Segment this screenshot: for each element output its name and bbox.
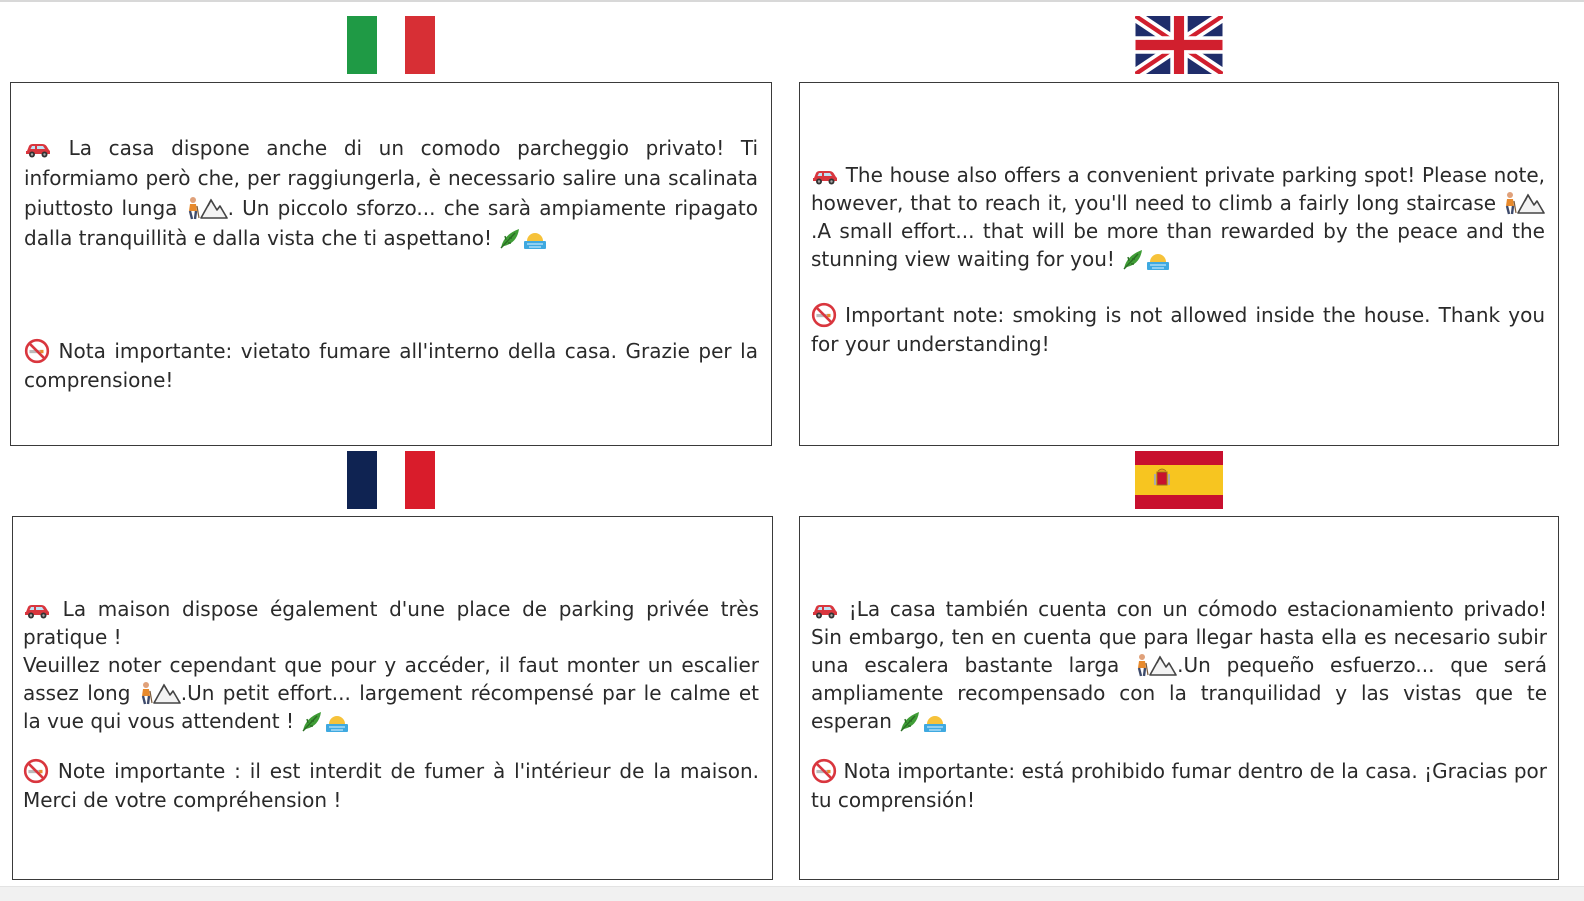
italian-smoking-paragraph (24, 337, 758, 394)
sunset-icon (1145, 247, 1171, 271)
french-effort-text: .Un petit effort... largement récompensé par le calme et la vue qui vous attendent ! (23, 681, 759, 733)
mountain-icon (1517, 192, 1545, 214)
french-parking-text: La maison dispose également d'une place de parking privée très pratique ! (23, 597, 760, 649)
spanish-effort-text: .Un pequeño esfuerzo... que será ampliamente recompensado con la tranquilidad y las vistas que te esperan (811, 653, 1548, 733)
english-text-box (799, 82, 1559, 446)
spanish-text-box (799, 516, 1559, 880)
top-divider (0, 0, 1584, 2)
spanish-parking-paragraph (811, 595, 1547, 735)
mountain-icon (1149, 654, 1177, 676)
italian-parking-paragraph (24, 133, 758, 253)
hiker-icon (1135, 653, 1149, 677)
english-parking-text: The house also offers a convenient private parking spot! Please note, however, that to reach it, you'll need to climb a fairly long staircase (811, 163, 1545, 215)
spanish-parking-text: ¡La casa también cuenta con un cómodo estacionamiento privado! Sin embargo, ten en cuenta que para llegar hasta ella es necesario subir una escalera bastante larga (811, 597, 1547, 677)
car-icon (811, 165, 839, 185)
spanish-flag-icon (1135, 451, 1223, 509)
english-parking-paragraph (811, 161, 1545, 273)
no-smoking-icon (811, 302, 837, 328)
leaf-icon (498, 226, 522, 250)
sunset-icon (522, 226, 548, 250)
no-smoking-icon (23, 758, 49, 784)
french-text-box (12, 516, 773, 880)
car-icon (23, 599, 51, 619)
italian-smoking-text: Nota importante: vietato fumare all'interno della casa. Grazie per la comprensione! (24, 339, 758, 392)
french-staircase-text: Veuillez noter cependant que pour y accéder, il faut monter un escalier assez long (23, 653, 759, 705)
hiker-icon (139, 681, 153, 705)
french-flag-icon (347, 451, 435, 509)
sunset-icon (922, 709, 948, 733)
bottom-divider (0, 886, 1584, 901)
hiker-icon (186, 196, 200, 220)
italian-flag-icon (347, 16, 435, 74)
english-effort-text: .A small effort... that will be more than rewarded by the peace and the stunning view waiting for you! (811, 219, 1545, 271)
english-smoking-text: Important note: smoking is not allowed inside the house. Thank you for your understanding! (811, 303, 1546, 356)
french-smoking-paragraph (23, 757, 759, 814)
uk-flag-icon (1135, 16, 1223, 74)
hiker-icon (1503, 191, 1517, 215)
no-smoking-icon (811, 758, 837, 784)
car-icon (24, 138, 52, 158)
leaf-icon (898, 709, 922, 733)
italian-effort-text: . Un piccolo sforzo... che sarà ampiamente ripagato dalla tranquillità e dalla vista che ti aspettano! (24, 196, 759, 250)
leaf-icon (300, 709, 324, 733)
spanish-smoking-paragraph (811, 757, 1547, 814)
italian-parking-text: La casa dispone anche di un comodo parcheggio privato! Ti informiamo però che, per raggiungerla, è necessario salire una scalinata piuttosto lunga (24, 136, 758, 220)
french-smoking-text: Note importante : il est interdit de fumer à l'intérieur de la maison. Merci de votre compréhension ! (23, 759, 760, 812)
italian-text-box (10, 82, 772, 446)
leaf-icon (1121, 247, 1145, 271)
car-icon (811, 599, 839, 619)
spanish-smoking-text: Nota importante: está prohibido fumar dentro de la casa. ¡Gracias por tu comprensión! (811, 759, 1547, 812)
english-smoking-paragraph (811, 301, 1545, 358)
sunset-icon (324, 709, 350, 733)
mountain-icon (153, 682, 181, 704)
french-parking-paragraph (23, 595, 759, 735)
no-smoking-icon (24, 338, 50, 364)
mountain-icon (200, 197, 228, 219)
